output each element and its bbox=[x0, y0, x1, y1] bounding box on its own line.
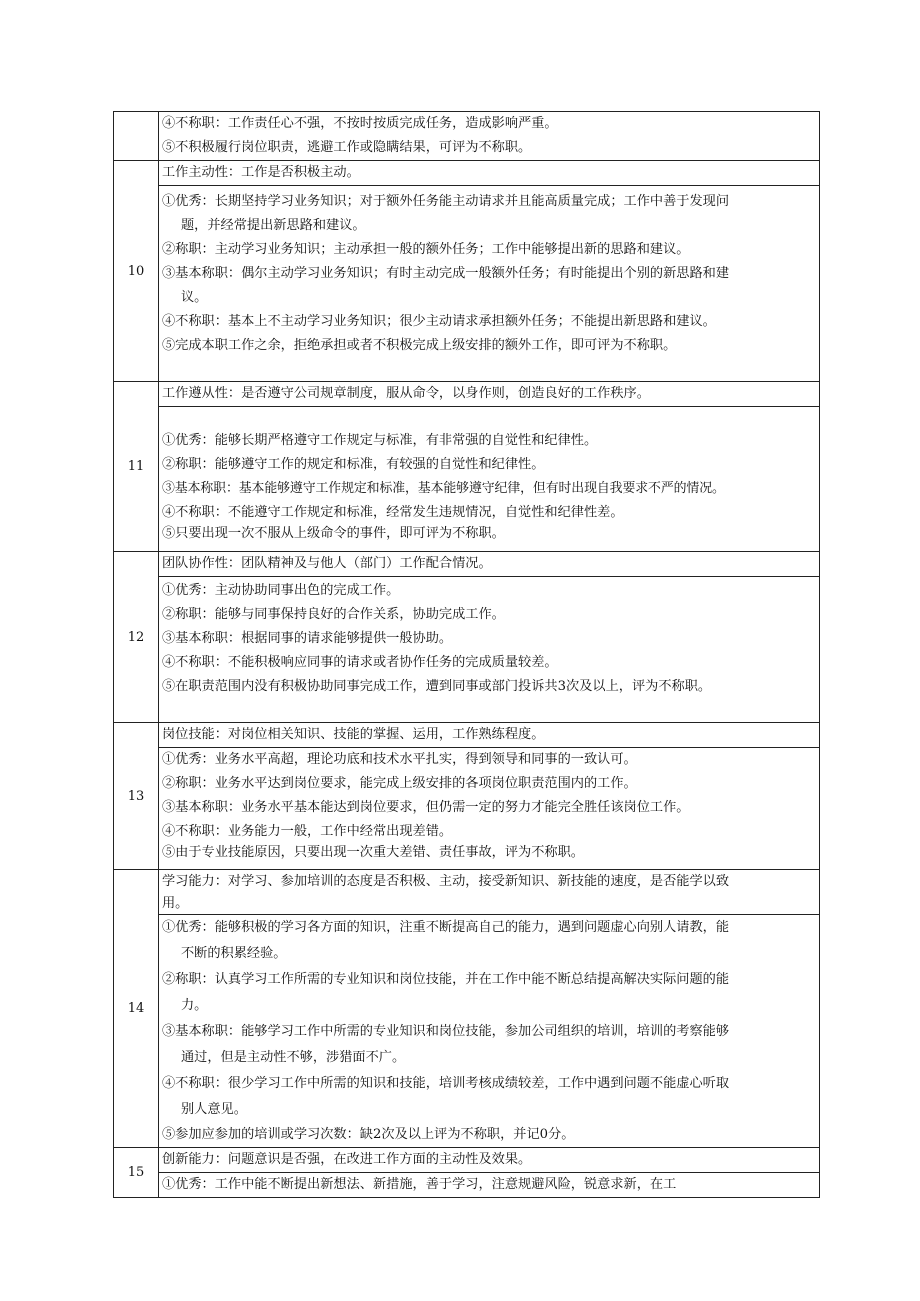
criteria-line: 力。 bbox=[181, 998, 208, 1013]
row-number-cell: 12 bbox=[114, 552, 159, 723]
criteria-line: ⑤不积极履行岗位职责，逃避工作或隐瞒结果，可评为不称职。 bbox=[162, 140, 532, 155]
criteria-title: 用。 bbox=[162, 896, 189, 911]
row-number-cell: 15 bbox=[114, 1148, 159, 1198]
criteria-cell bbox=[159, 161, 820, 382]
criteria-line: ⑤由于专业技能原因，只要出现一次重大差错、责任事故，评为不称职。 bbox=[162, 845, 584, 860]
criteria-line: ①优秀：工作中能不断提出新想法、新措施，善于学习，注意规避风险，锐意求新，在工 bbox=[162, 1177, 677, 1192]
criteria-cell bbox=[159, 382, 820, 552]
criteria-line: ③基本称职：偶尔主动学习业务知识；有时主动完成一般额外任务；有时能提出个别的新思路和建 bbox=[162, 266, 730, 281]
table-row bbox=[114, 870, 820, 1148]
row-number-cell: 14 bbox=[114, 870, 159, 1148]
criteria-line: 通过，但是主动性不够，涉猎面不广。 bbox=[181, 1050, 406, 1065]
criteria-line: ①优秀：业务水平高超，理论功底和技术水平扎实，得到领导和同事的一致认可。 bbox=[162, 752, 637, 767]
evaluation-criteria-table bbox=[113, 111, 820, 1198]
criteria-line: ②称职：认真学习工作所需的专业知识和岗位技能，并在工作中能不断总结提高解决实际问题的能 bbox=[162, 972, 730, 987]
criteria-line: ③基本称职：业务水平基本能达到岗位要求，但仍需一定的努力才能完全胜任该岗位工作。 bbox=[162, 800, 690, 815]
criteria-line: ④不称职：不能遵守工作规定和标准，经常发生违规情况，自觉性和纪律性差。 bbox=[162, 505, 624, 520]
criteria-line: ①优秀：能够长期严格遵守工作规定与标准，有非常强的自觉性和纪律性。 bbox=[162, 433, 598, 448]
criteria-line: ①优秀：长期坚持学习业务知识；对于额外任务能主动请求并且能高质量完成；工作中善于发现问 bbox=[162, 194, 730, 209]
criteria-cell bbox=[159, 1148, 820, 1198]
criteria-cell bbox=[159, 112, 820, 161]
criteria-details bbox=[159, 914, 819, 1147]
criteria-line: ①优秀：主动协助同事出色的完成工作。 bbox=[162, 583, 400, 598]
criteria-line: ②称职：能够遵守工作的规定和标准，有较强的自觉性和纪律性。 bbox=[162, 457, 545, 472]
criteria-details bbox=[159, 576, 819, 699]
criteria-line: ①优秀：能够积极的学习各方面的知识，注重不断提高自己的能力，遇到问题虚心向别人请教，能 bbox=[162, 920, 730, 935]
criteria-title: 团队协作性：团队精神及与他人（部门）工作配合情况。 bbox=[162, 556, 492, 571]
criteria-line: ⑤在职责范围内没有积极协助同事完成工作，遭到同事或部门投诉共3次及以上，评为不称职。 bbox=[162, 679, 712, 694]
criteria-line: ④不称职：基本上不主动学习业务知识；很少主动请求承担额外任务；不能提出新思路和建议。 bbox=[162, 314, 716, 329]
criteria-details bbox=[159, 185, 819, 358]
criteria-title: 学习能力：对学习、参加培训的态度是否积极、主动，接受新知识、新技能的速度，是否能学以致 bbox=[162, 874, 730, 889]
criteria-line: ④不称职：很少学习工作中所需的知识和技能，培训考核成绩较差，工作中遇到问题不能虚心听取 bbox=[162, 1076, 730, 1091]
table-row bbox=[114, 382, 820, 552]
row-number-cell: 10 bbox=[114, 161, 159, 382]
criteria-line: ③基本称职：根据同事的请求能够提供一般协助。 bbox=[162, 631, 453, 646]
criteria-line: ③基本称职：基本能够遵守工作规定和标准，基本能够遵守纪律，但有时出现自我要求不严的情况。 bbox=[162, 481, 725, 496]
criteria-cell bbox=[159, 723, 820, 870]
criteria-line: ②称职：业务水平达到岗位要求，能完成上级安排的各项岗位职责范围内的工作。 bbox=[162, 776, 637, 791]
criteria-title: 工作主动性：工作是否积极主动。 bbox=[162, 165, 360, 180]
criteria-line: 题，并经常提出新思路和建议。 bbox=[181, 218, 366, 233]
criteria-title: 工作遵从性：是否遵守公司规章制度，服从命令，以身作则，创造良好的工作秩序。 bbox=[162, 386, 650, 401]
table-row bbox=[114, 723, 820, 870]
criteria-line: 别人意见。 bbox=[181, 1102, 247, 1117]
criteria-title: 岗位技能：对岗位相关知识、技能的掌握、运用，工作熟练程度。 bbox=[162, 727, 545, 742]
criteria-details bbox=[159, 747, 819, 866]
criteria-line: 议。 bbox=[181, 290, 208, 305]
criteria-line: ③基本称职：能够学习工作中所需的专业知识和岗位技能，参加公司组织的培训，培训的考察能够 bbox=[162, 1024, 730, 1039]
criteria-line: ②称职：主动学习业务知识；主动承担一般的额外任务；工作中能够提出新的思路和建议。 bbox=[162, 242, 690, 257]
criteria-cell bbox=[159, 870, 820, 1148]
table-row bbox=[114, 112, 820, 161]
row-number-cell bbox=[114, 112, 159, 161]
criteria-title: 创新能力：问题意识是否强，在改进工作方面的主动性及效果。 bbox=[162, 1152, 532, 1167]
criteria-line: ④不称职：不能积极响应同事的请求或者协作任务的完成质量较差。 bbox=[162, 655, 558, 670]
table-row bbox=[114, 161, 820, 382]
criteria-details bbox=[159, 1172, 819, 1197]
criteria-line: ②称职：能够与同事保持良好的合作关系，协助完成工作。 bbox=[162, 607, 505, 622]
table-row bbox=[114, 552, 820, 723]
criteria-line: ④不称职：业务能力一般，工作中经常出现差错。 bbox=[162, 824, 453, 839]
row-number-cell: 11 bbox=[114, 382, 159, 552]
criteria-cell bbox=[159, 552, 820, 723]
criteria-line: ⑤参加应参加的培训或学习次数：缺2次及以上评为不称职，并记0分。 bbox=[162, 1127, 575, 1142]
criteria-line: ⑤完成本职工作之余，拒绝承担或者不积极完成上级安排的额外工作，即可评为不称职。 bbox=[162, 338, 677, 353]
criteria-line: ④不称职：工作责任心不强，不按时按质完成任务，造成影响严重。 bbox=[162, 116, 558, 131]
criteria-line: ⑤只要出现一次不服从上级命令的事件，即可评为不称职。 bbox=[162, 526, 505, 541]
table-row bbox=[114, 1148, 820, 1198]
criteria-line: 不断的积累经验。 bbox=[181, 946, 287, 961]
row-number-cell: 13 bbox=[114, 723, 159, 870]
criteria-details bbox=[159, 406, 819, 543]
